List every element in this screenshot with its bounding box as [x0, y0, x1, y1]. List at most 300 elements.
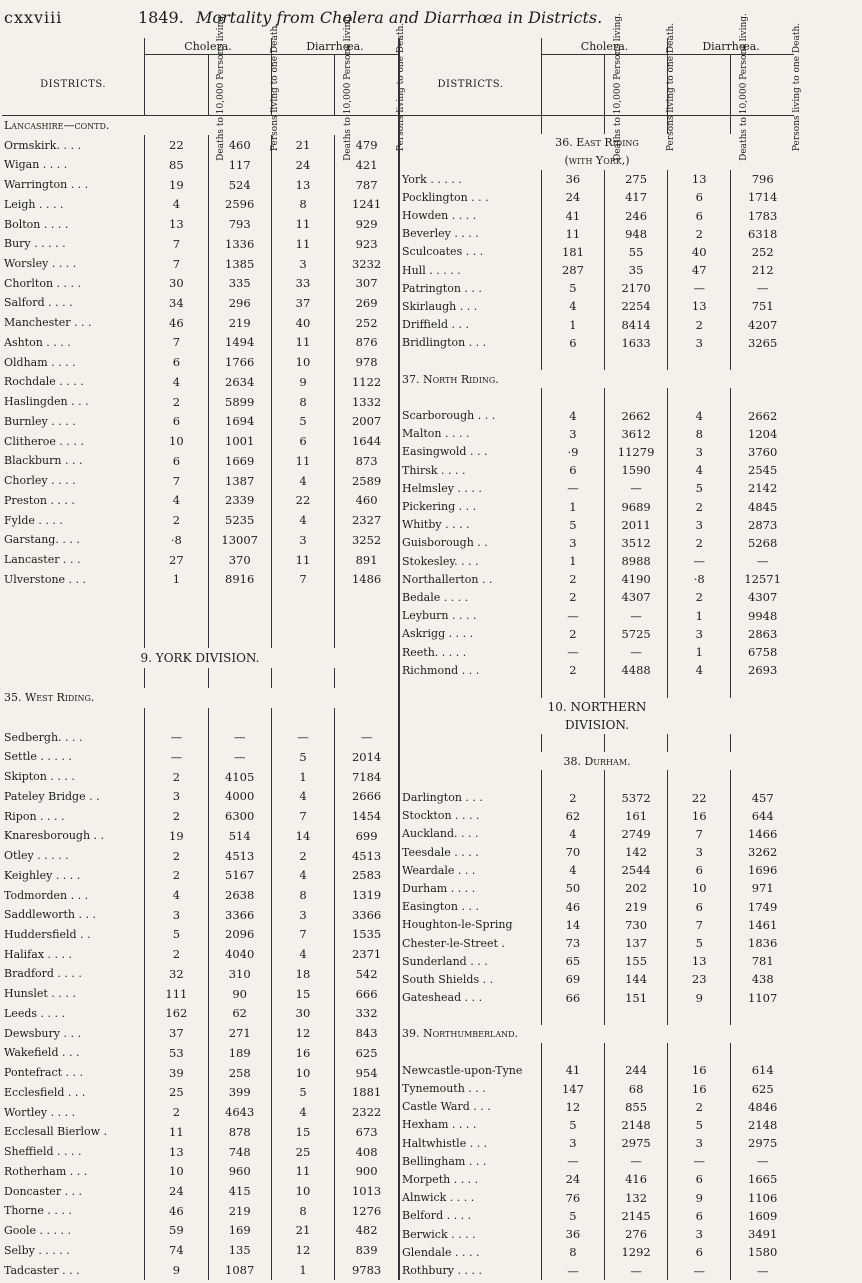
district-name: Sedbergh. . . .	[4, 730, 83, 744]
district-name: Manchester . . .	[4, 316, 92, 330]
cholera-persons-value: —	[208, 747, 271, 767]
table-row	[2, 273, 398, 293]
cholera-deaths-value: —	[541, 1261, 604, 1280]
diarrhoea-persons-value: 954	[335, 1063, 398, 1083]
cholera-deaths-value: 5	[541, 279, 604, 297]
diarrhoea-persons-value: 1204	[731, 425, 794, 443]
district-name: Hunslet . . . .	[4, 987, 76, 1001]
diarrhoea-persons-value: 3252	[335, 530, 398, 550]
district-name: Skirlaugh . . .	[402, 299, 478, 313]
diarrhoea-persons-value: 978	[335, 352, 398, 372]
cholera-persons-value: 4040	[208, 944, 271, 964]
diarrhoea-persons-value: 900	[335, 1161, 398, 1181]
diarrhoea-deaths-value: 15	[271, 1122, 334, 1142]
diarrhoea-deaths-value: 5	[668, 479, 731, 497]
cholera-deaths-value: 34	[145, 293, 208, 313]
diarrhoea-persons-value: 2007	[335, 412, 398, 432]
cholera-persons-value: 3612	[605, 425, 668, 443]
division-heading: 9. YORK DIVISION.	[140, 651, 260, 666]
diarrhoea-persons-value: 3265	[731, 334, 794, 352]
cholera-persons-value: 246	[605, 206, 668, 224]
cholera-deaths-value: 1	[541, 552, 604, 570]
diarrhoea-persons-value: 2666	[335, 786, 398, 806]
diarrhoea-deaths-value: 6	[668, 1243, 731, 1261]
district-name: Richmond . . .	[402, 663, 480, 677]
table-row	[2, 1240, 398, 1260]
cholera-persons-value: 62	[208, 1004, 271, 1024]
cholera-deaths-value: 41	[541, 1061, 604, 1079]
table-row	[2, 1082, 398, 1102]
cholera-persons-value: 2662	[605, 407, 668, 425]
section-heading: 38. Durham.	[563, 754, 631, 768]
diarrhoea-deaths-value: 2	[668, 1098, 731, 1116]
table-row	[399, 807, 794, 825]
diarrhoea-persons-value: 252	[335, 313, 398, 333]
table-row	[2, 194, 398, 214]
cholera-persons-value: —	[605, 479, 668, 497]
diarrhoea-persons-value: 482	[335, 1221, 398, 1241]
diarrhoea-deaths-value: 8	[668, 425, 731, 443]
cholera-deaths-value: 62	[541, 807, 604, 825]
diarrhoea-persons-value: 2589	[335, 471, 398, 491]
district-name: Bradford . . . .	[4, 967, 82, 981]
diarrhoea-persons-value: 2863	[731, 625, 794, 643]
cholera-persons-value: 2145	[605, 1207, 668, 1225]
diarrhoea-persons-value: 1106	[731, 1189, 794, 1207]
cholera-persons-value: 4513	[208, 846, 271, 866]
diarrhoea-deaths-value: 11	[271, 550, 334, 570]
cholera-deaths-value: 2	[145, 1102, 208, 1122]
diarrhoea-deaths-value: 21	[271, 1221, 334, 1241]
district-name: Blackburn . . .	[4, 454, 83, 468]
cholera-persons-value: 1387	[208, 471, 271, 491]
diarrhoea-deaths-value: 11	[271, 451, 334, 471]
district-name: Durham . . . .	[402, 881, 476, 895]
table-row	[399, 952, 794, 970]
diarrhoea-deaths-value: 4	[271, 471, 334, 491]
cholera-deaths-value: 6	[541, 334, 604, 352]
diarrhoea-persons-value: 1461	[731, 916, 794, 934]
diarrhoea-persons-value: 1836	[731, 934, 794, 952]
diarrhoea-deaths-value: 4	[271, 510, 334, 530]
cholera-deaths-value: 19	[145, 826, 208, 846]
diarrhoea-persons-value: 625	[335, 1043, 398, 1063]
diarrhoea-persons-value: 332	[335, 1004, 398, 1024]
spacer-row	[2, 589, 398, 609]
table-row	[399, 570, 794, 588]
diarrhoea-persons-value: 1466	[731, 825, 794, 843]
diarrhoea-deaths-value: 40	[271, 313, 334, 333]
table-row	[2, 352, 398, 372]
diarrhoea-persons-value: 542	[335, 964, 398, 984]
cholera-persons-value: 202	[605, 879, 668, 897]
district-name: Castle Ward . . .	[402, 1100, 491, 1114]
table-row	[399, 225, 794, 243]
division-heading-row	[2, 648, 398, 668]
section-heading-row	[399, 752, 794, 770]
cholera-deaths-value: 12	[541, 1098, 604, 1116]
table-row	[399, 898, 794, 916]
diarrhoea-persons-value: 2545	[731, 461, 794, 479]
cholera-persons-header: Persons living to one Death.	[666, 22, 677, 152]
diarrhoea-persons-value: 269	[335, 293, 398, 313]
district-name: Alnwick . . . .	[402, 1191, 475, 1205]
cholera-deaths-value: 2	[145, 846, 208, 866]
cholera-persons-value: 960	[208, 1161, 271, 1181]
district-name: Patrington . . .	[402, 281, 482, 295]
cholera-deaths-value: 181	[541, 243, 604, 261]
table-row	[399, 625, 794, 643]
diarrhoea-header: Diarrhœa.	[271, 38, 398, 55]
table-row	[2, 214, 398, 234]
cholera-persons-value: 137	[605, 934, 668, 952]
district-name: Goole . . . . .	[4, 1223, 72, 1237]
diarrhoea-persons-value: —	[335, 727, 398, 747]
table-row	[399, 1225, 794, 1243]
diarrhoea-deaths-value: —	[668, 1152, 731, 1170]
cholera-deaths-value: 287	[541, 261, 604, 279]
diarrhoea-persons-value: 3760	[731, 443, 794, 461]
division-heading-row	[399, 698, 794, 716]
district-name: Stockton . . . .	[402, 809, 480, 823]
cholera-deaths-value: 4	[541, 297, 604, 315]
cholera-persons-value: 748	[208, 1142, 271, 1162]
spacer-row	[399, 734, 794, 752]
table-row	[399, 206, 794, 224]
table-row	[2, 964, 398, 984]
cholera-persons-value: 2170	[605, 279, 668, 297]
cholera-deaths-value: —	[541, 479, 604, 497]
cholera-persons-value: 4488	[605, 661, 668, 679]
cholera-persons-header: Persons living to one Death.	[269, 22, 280, 152]
district-name: Askrigg . . . .	[402, 627, 474, 641]
diarrhoea-deaths-header: Deaths to 10,000 Persons living.	[739, 13, 750, 161]
table-row	[399, 170, 794, 188]
diarrhoea-persons-value: 2322	[335, 1102, 398, 1122]
diarrhoea-deaths-value: 21	[271, 135, 334, 155]
district-name: Newcastle-upon-Tyne	[402, 1063, 523, 1077]
table-row	[399, 843, 794, 861]
table-row	[2, 885, 398, 905]
diarrhoea-deaths-value: 40	[668, 243, 731, 261]
diarrhoea-deaths-value: 2	[668, 588, 731, 606]
diarrhoea-deaths-value: 14	[271, 826, 334, 846]
diarrhoea-persons-value: 1122	[335, 372, 398, 392]
cholera-persons-value: 13007	[208, 530, 271, 550]
cholera-deaths-value: 111	[145, 984, 208, 1004]
diarrhoea-deaths-value: 5	[271, 747, 334, 767]
diarrhoea-persons-value: 923	[335, 234, 398, 254]
cholera-deaths-value: 24	[541, 1170, 604, 1188]
district-name: Bridlington . . .	[402, 336, 487, 350]
cholera-deaths-value: 13	[145, 214, 208, 234]
table-row	[399, 407, 794, 425]
cholera-deaths-value: 1	[541, 497, 604, 515]
cholera-deaths-value: 10	[145, 1161, 208, 1181]
division-heading: 10. NORTHERN	[547, 699, 647, 714]
table-row	[2, 806, 398, 826]
diarrhoea-deaths-value: 8	[271, 885, 334, 905]
diarrhoea-persons-value: 796	[731, 170, 794, 188]
diarrhoea-persons-value: 12571	[731, 570, 794, 588]
diarrhoea-persons-value: 4307	[731, 588, 794, 606]
diarrhoea-deaths-value: 4	[668, 407, 731, 425]
district-name: Beverley . . . .	[402, 227, 479, 241]
diarrhoea-deaths-value: 7	[271, 806, 334, 826]
section-heading: 36. East Riding	[555, 136, 639, 150]
cholera-persons-value: 2638	[208, 885, 271, 905]
district-name: Sunderland . . .	[402, 954, 488, 968]
diarrhoea-deaths-value: 16	[668, 807, 731, 825]
spacer-row	[2, 629, 398, 649]
cholera-persons-value: 6300	[208, 806, 271, 826]
cholera-deaths-value: 3	[145, 905, 208, 925]
district-name: Ripon . . . .	[4, 809, 65, 823]
diarrhoea-persons-value: 843	[335, 1023, 398, 1043]
diarrhoea-deaths-value: 10	[271, 352, 334, 372]
diarrhoea-persons-value: 673	[335, 1122, 398, 1142]
diarrhoea-persons-value: 2327	[335, 510, 398, 530]
district-name: Helmsley . . . .	[402, 481, 482, 495]
diarrhoea-deaths-value: 3	[668, 843, 731, 861]
diarrhoea-persons-value: 2975	[731, 1134, 794, 1152]
table-row	[2, 826, 398, 846]
diarrhoea-persons-value: 787	[335, 175, 398, 195]
table-row	[399, 516, 794, 534]
diarrhoea-deaths-value: 11	[271, 333, 334, 353]
spacer-row	[2, 708, 398, 728]
cholera-persons-value: 5167	[208, 865, 271, 885]
district-name: Rotherham . . .	[4, 1164, 88, 1178]
diarrhoea-deaths-value: 37	[271, 293, 334, 313]
cholera-deaths-value: 2	[145, 944, 208, 964]
table-row	[2, 155, 398, 175]
cholera-persons-value: —	[605, 607, 668, 625]
district-name: Teesdale . . . .	[402, 845, 479, 859]
diarrhoea-persons-value: 4207	[731, 316, 794, 334]
cholera-deaths-value: —	[541, 607, 604, 625]
cholera-deaths-value: 6	[145, 451, 208, 471]
cholera-deaths-header: Deaths to 10,000 Persons living.	[612, 13, 623, 161]
diarrhoea-persons-value: 666	[335, 984, 398, 1004]
table-row	[399, 497, 794, 515]
diarrhoea-deaths-value: 12	[271, 1240, 334, 1260]
cholera-persons-value: 855	[605, 1098, 668, 1116]
table-row	[399, 643, 794, 661]
diarrhoea-persons-value: 307	[335, 273, 398, 293]
diarrhoea-persons-value: 2662	[731, 407, 794, 425]
cholera-deaths-value: —	[541, 643, 604, 661]
table-row	[2, 984, 398, 1004]
diarrhoea-deaths-value: 6	[668, 206, 731, 224]
table-row	[2, 1260, 398, 1280]
cholera-deaths-value: 53	[145, 1043, 208, 1063]
district-name: Knaresborough . .	[4, 829, 105, 843]
cholera-persons-value: 9689	[605, 497, 668, 515]
table-row	[399, 934, 794, 952]
district-name: Wakefield . . .	[4, 1046, 80, 1060]
cholera-deaths-value: 1	[145, 569, 208, 589]
diarrhoea-deaths-value: 9	[668, 989, 731, 1007]
diarrhoea-deaths-value: 13	[668, 297, 731, 315]
diarrhoea-persons-value: —	[731, 279, 794, 297]
cholera-deaths-value: 13	[145, 1142, 208, 1162]
diarrhoea-persons-value: 9948	[731, 607, 794, 625]
district-name: Huddersfield . .	[4, 927, 91, 941]
table-row	[399, 1079, 794, 1097]
diarrhoea-persons-value: 3232	[335, 254, 398, 274]
diarrhoea-deaths-value: 12	[271, 1023, 334, 1043]
district-name: Burnley . . . .	[4, 414, 76, 428]
table-row	[2, 293, 398, 313]
division-heading: DIVISION.	[564, 717, 630, 732]
cholera-deaths-value: 41	[541, 206, 604, 224]
cholera-deaths-value: 2	[541, 661, 604, 679]
table-row	[399, 243, 794, 261]
cholera-deaths-value: 2	[145, 392, 208, 412]
diarrhoea-persons-value: 2583	[335, 865, 398, 885]
diarrhoea-persons-value: 1454	[335, 806, 398, 826]
diarrhoea-deaths-value: 30	[271, 1004, 334, 1024]
diarrhoea-persons-value: 625	[731, 1079, 794, 1097]
diarrhoea-deaths-value: 3	[271, 530, 334, 550]
district-name: Easington . . .	[402, 900, 479, 914]
cholera-deaths-value: 9	[145, 1260, 208, 1280]
diarrhoea-persons-value: 3491	[731, 1225, 794, 1243]
cholera-persons-value: 55	[605, 243, 668, 261]
cholera-deaths-value: 8	[541, 1243, 604, 1261]
cholera-deaths-value: 11	[541, 225, 604, 243]
diarrhoea-deaths-value: 5	[271, 1082, 334, 1102]
cholera-persons-value: 135	[208, 1240, 271, 1260]
diarrhoea-deaths-value: 13	[271, 175, 334, 195]
cholera-persons-value: 11279	[605, 443, 668, 461]
cholera-persons-value: 2011	[605, 516, 668, 534]
cholera-persons-value: 151	[605, 989, 668, 1007]
cholera-deaths-value: 4	[541, 825, 604, 843]
cholera-persons-value: 1001	[208, 431, 271, 451]
district-name: Bolton . . . .	[4, 217, 69, 231]
table-row	[2, 925, 398, 945]
diarrhoea-deaths-value: 3	[668, 334, 731, 352]
cholera-deaths-value: 14	[541, 916, 604, 934]
district-name: Guisborough . .	[402, 536, 488, 550]
cholera-deaths-value: 5	[541, 516, 604, 534]
diarrhoea-deaths-value: 3	[668, 516, 731, 534]
table-row	[2, 490, 398, 510]
cholera-persons-value: 1590	[605, 461, 668, 479]
cholera-deaths-value: 76	[541, 1189, 604, 1207]
cholera-deaths-value: 3	[541, 425, 604, 443]
district-name: Hull . . . . .	[402, 263, 461, 277]
cholera-deaths-value: 2	[541, 588, 604, 606]
cholera-deaths-value: 2	[145, 767, 208, 787]
cholera-deaths-value: 39	[145, 1063, 208, 1083]
table-row	[2, 1142, 398, 1162]
cholera-persons-value: 5899	[208, 392, 271, 412]
table-row	[399, 1207, 794, 1225]
table-row	[399, 297, 794, 315]
table-row	[399, 1061, 794, 1079]
district-name: Glendale . . . .	[402, 1245, 480, 1259]
cholera-persons-value: 1494	[208, 333, 271, 353]
cholera-deaths-value: 3	[541, 534, 604, 552]
district-name: Chorley . . . .	[4, 474, 76, 488]
cholera-persons-value: 878	[208, 1122, 271, 1142]
table-row	[399, 970, 794, 988]
district-name: Selby . . . . .	[4, 1243, 70, 1257]
cholera-persons-value: 219	[605, 898, 668, 916]
diarrhoea-deaths-value: 6	[668, 898, 731, 916]
diarrhoea-persons-value: 479	[335, 135, 398, 155]
diarrhoea-deaths-value: 4	[271, 944, 334, 964]
diarrhoea-deaths-value: 15	[271, 984, 334, 1004]
diarrhoea-deaths-value: 16	[271, 1043, 334, 1063]
diarrhoea-persons-value: 1881	[335, 1082, 398, 1102]
diarrhoea-persons-value: 2142	[731, 479, 794, 497]
district-name: Chester-le-Street .	[402, 936, 505, 950]
diarrhoea-persons-value: 876	[335, 333, 398, 353]
diarrhoea-persons-value: 1535	[335, 925, 398, 945]
cholera-persons-value: 524	[208, 175, 271, 195]
diarrhoea-deaths-value: 10	[668, 879, 731, 897]
diarrhoea-deaths-value: 2	[668, 316, 731, 334]
diarrhoea-persons-value: 252	[731, 243, 794, 261]
cholera-deaths-value: —	[541, 1152, 604, 1170]
district-name: Howden . . . .	[402, 209, 477, 223]
table-row	[399, 443, 794, 461]
cholera-persons-value: 5235	[208, 510, 271, 530]
diarrhoea-persons-value: 1486	[335, 569, 398, 589]
section-heading-row	[399, 370, 794, 388]
cholera-persons-value: 2975	[605, 1134, 668, 1152]
district-name: Preston . . . .	[4, 493, 75, 507]
cholera-persons-value: —	[605, 643, 668, 661]
district-name: Dewsbury . . .	[4, 1026, 81, 1040]
diarrhoea-deaths-value: 9	[668, 1189, 731, 1207]
diarrhoea-deaths-value: 4	[271, 1102, 334, 1122]
cholera-persons-value: 3366	[208, 905, 271, 925]
diarrhoea-deaths-value: 1	[271, 1260, 334, 1280]
section-heading-row	[2, 116, 398, 136]
table-row	[2, 747, 398, 767]
cholera-deaths-value: 73	[541, 934, 604, 952]
cholera-deaths-value: 37	[145, 1023, 208, 1043]
diarrhoea-deaths-value: 3	[668, 1225, 731, 1243]
cholera-persons-value: 730	[605, 916, 668, 934]
district-name: Haslingden . . .	[4, 395, 89, 409]
table-row	[2, 1161, 398, 1181]
table-row	[2, 1221, 398, 1241]
diarrhoea-persons-value: 891	[335, 550, 398, 570]
table-row	[2, 234, 398, 254]
district-name: Bury . . . . .	[4, 237, 66, 251]
diarrhoea-deaths-value: 2	[271, 846, 334, 866]
district-name: Berwick . . . .	[402, 1227, 476, 1241]
districts-header: DISTRICTS.	[399, 55, 541, 116]
district-name: Bellingham . . .	[402, 1154, 487, 1168]
diarrhoea-deaths-value: 8	[271, 392, 334, 412]
cholera-deaths-value: 10	[145, 431, 208, 451]
district-name: Rothbury . . . .	[402, 1264, 482, 1278]
cholera-deaths-value: 6	[145, 352, 208, 372]
district-name: Whitby . . . .	[402, 518, 470, 532]
district-name: Scarborough . . .	[402, 409, 496, 423]
cholera-persons-value: 68	[605, 1079, 668, 1097]
cholera-persons-value: 310	[208, 964, 271, 984]
cholera-persons-value: 2096	[208, 925, 271, 945]
diarrhoea-persons-value: 1107	[731, 989, 794, 1007]
